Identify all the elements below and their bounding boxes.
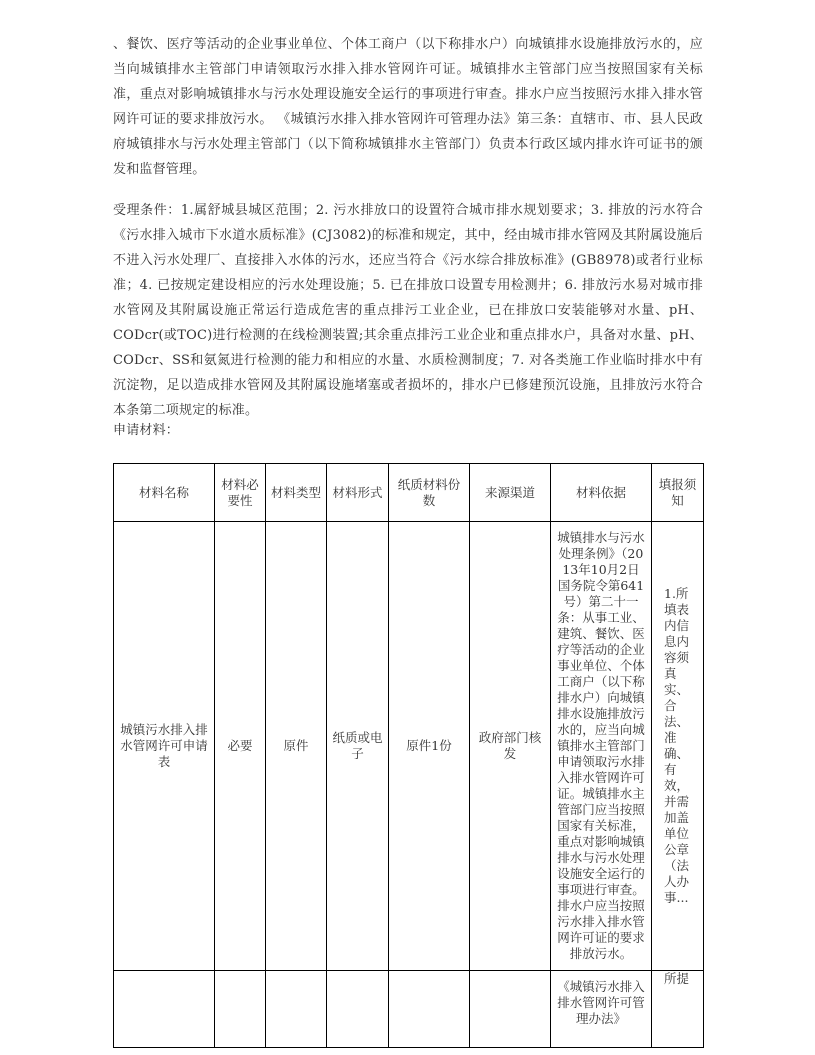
header-material-form: 材料形式	[327, 464, 389, 522]
cell-paper-copies	[389, 971, 470, 1048]
header-paper-copies: 纸质材料份数	[389, 464, 470, 522]
cell-material-basis: 城镇排水与污水处理条例》（2013年10月2日国务院令第641号）第二十一条：从事工业、建筑、餐饮、医疗等活动的企业事业单位、个体工商户（以下称排水户）向城镇排水设施排放污水的，应当向城镇排水主管部门申请领取污水排入排水管网许可证。城镇排水主管部门应当按照国家有关标准，重点对影响城镇排水与污水处理设施安全运行的事项进行审查。排水户应当按照污水排入排水管网许可证的要求排放污水。	[551, 522, 652, 971]
table-header-row	[114, 464, 704, 522]
cell-source-channel	[470, 971, 551, 1048]
materials-table	[113, 463, 704, 1048]
cell-necessity	[215, 971, 266, 1048]
cell-material-form	[327, 971, 389, 1048]
cell-source-channel: 政府部门核发	[470, 522, 551, 971]
cell-material-name	[114, 971, 215, 1048]
header-source-channel: 来源渠道	[470, 464, 551, 522]
cell-necessity: 必要	[215, 522, 266, 971]
cell-material-type: 原件	[266, 522, 327, 971]
header-material-name: 材料名称	[114, 464, 215, 522]
cell-material-basis: 《城镇污水排入排水管网许可管理办法》	[551, 971, 652, 1048]
header-material-type: 材料类型	[266, 464, 327, 522]
cell-material-type	[266, 971, 327, 1048]
cell-filling-notes: 1.所填表内信息内容须真实、合法、准确、有效，并需加盖单位公章（法人办事...	[652, 522, 704, 971]
cell-filling-notes: 所提	[652, 971, 704, 1048]
paragraph-materials-heading: 申请材料：	[113, 423, 180, 438]
cell-material-name: 城镇污水排入排水管网许可申请表	[114, 522, 215, 971]
paragraph-legal-basis: 、餐饮、医疗等活动的企业事业单位、个体工商户（以下称排水户）向城镇排水设施排放污水的，应当向城镇排水主管部门申请领取污水排入排水管网许可证。城镇排水主管部门应当按照国家有关标准，重点对影响城镇排水与污水处理设施安全运行的事项进行审查。排水户应当按照污水排入排水管网许可证的要求排放污水。 《城镇污水排入排水管网许可管理办法》第三条：直辖市、市、县人民政府城镇排水与污水处理主管部门（以下简称城镇排水主管部门）负责本行政区域内排水许可证书的颁发和监督管理。	[113, 37, 703, 177]
header-necessity: 材料必要性	[215, 464, 266, 522]
paragraph-acceptance-conditions: 受理条件：1.属舒城县城区范围；2. 污水排放口的设置符合城市排水规划要求；3. 排放的污水符合《污水排入城市下水道水质标准》(CJ3082)的标准和规定，其中，经由城市排水管网及其附属设施后不进入污水处理厂、直接排入水体的污水，还应当符合《污水综合排放标准》(GB8978)或者行业标准；4. 已按规定建设相应的污水处理设施；5. 已在排放口设置专用检测井；6. 排放污水易对城市排水管网及其附属设施正常运行造成危害的重点排污工业企业，已在排放口安装能够对水量、pH、CODcr(或TOC)进行检测的在线检测装置;其余重点排污工业企业和重点排水户，具备对水量、pH、CODcr、SS和氨氮进行检测的能力和相应的水量、水质检测制度；7. 对各类施工作业临时排水中有沉淀物，足以造成排水管网及其附属设施堵塞或者损坏的，排水户已修建预沉设施，且排放污水符合本条第二项规定的标准。	[113, 203, 703, 418]
header-material-basis: 材料依据	[551, 464, 652, 522]
cell-material-form: 纸质或电子	[327, 522, 389, 971]
cell-paper-copies: 原件1份	[389, 522, 470, 971]
table-row	[114, 522, 704, 971]
header-filling-notes: 填报须知	[652, 464, 704, 522]
table-row	[114, 971, 704, 1048]
